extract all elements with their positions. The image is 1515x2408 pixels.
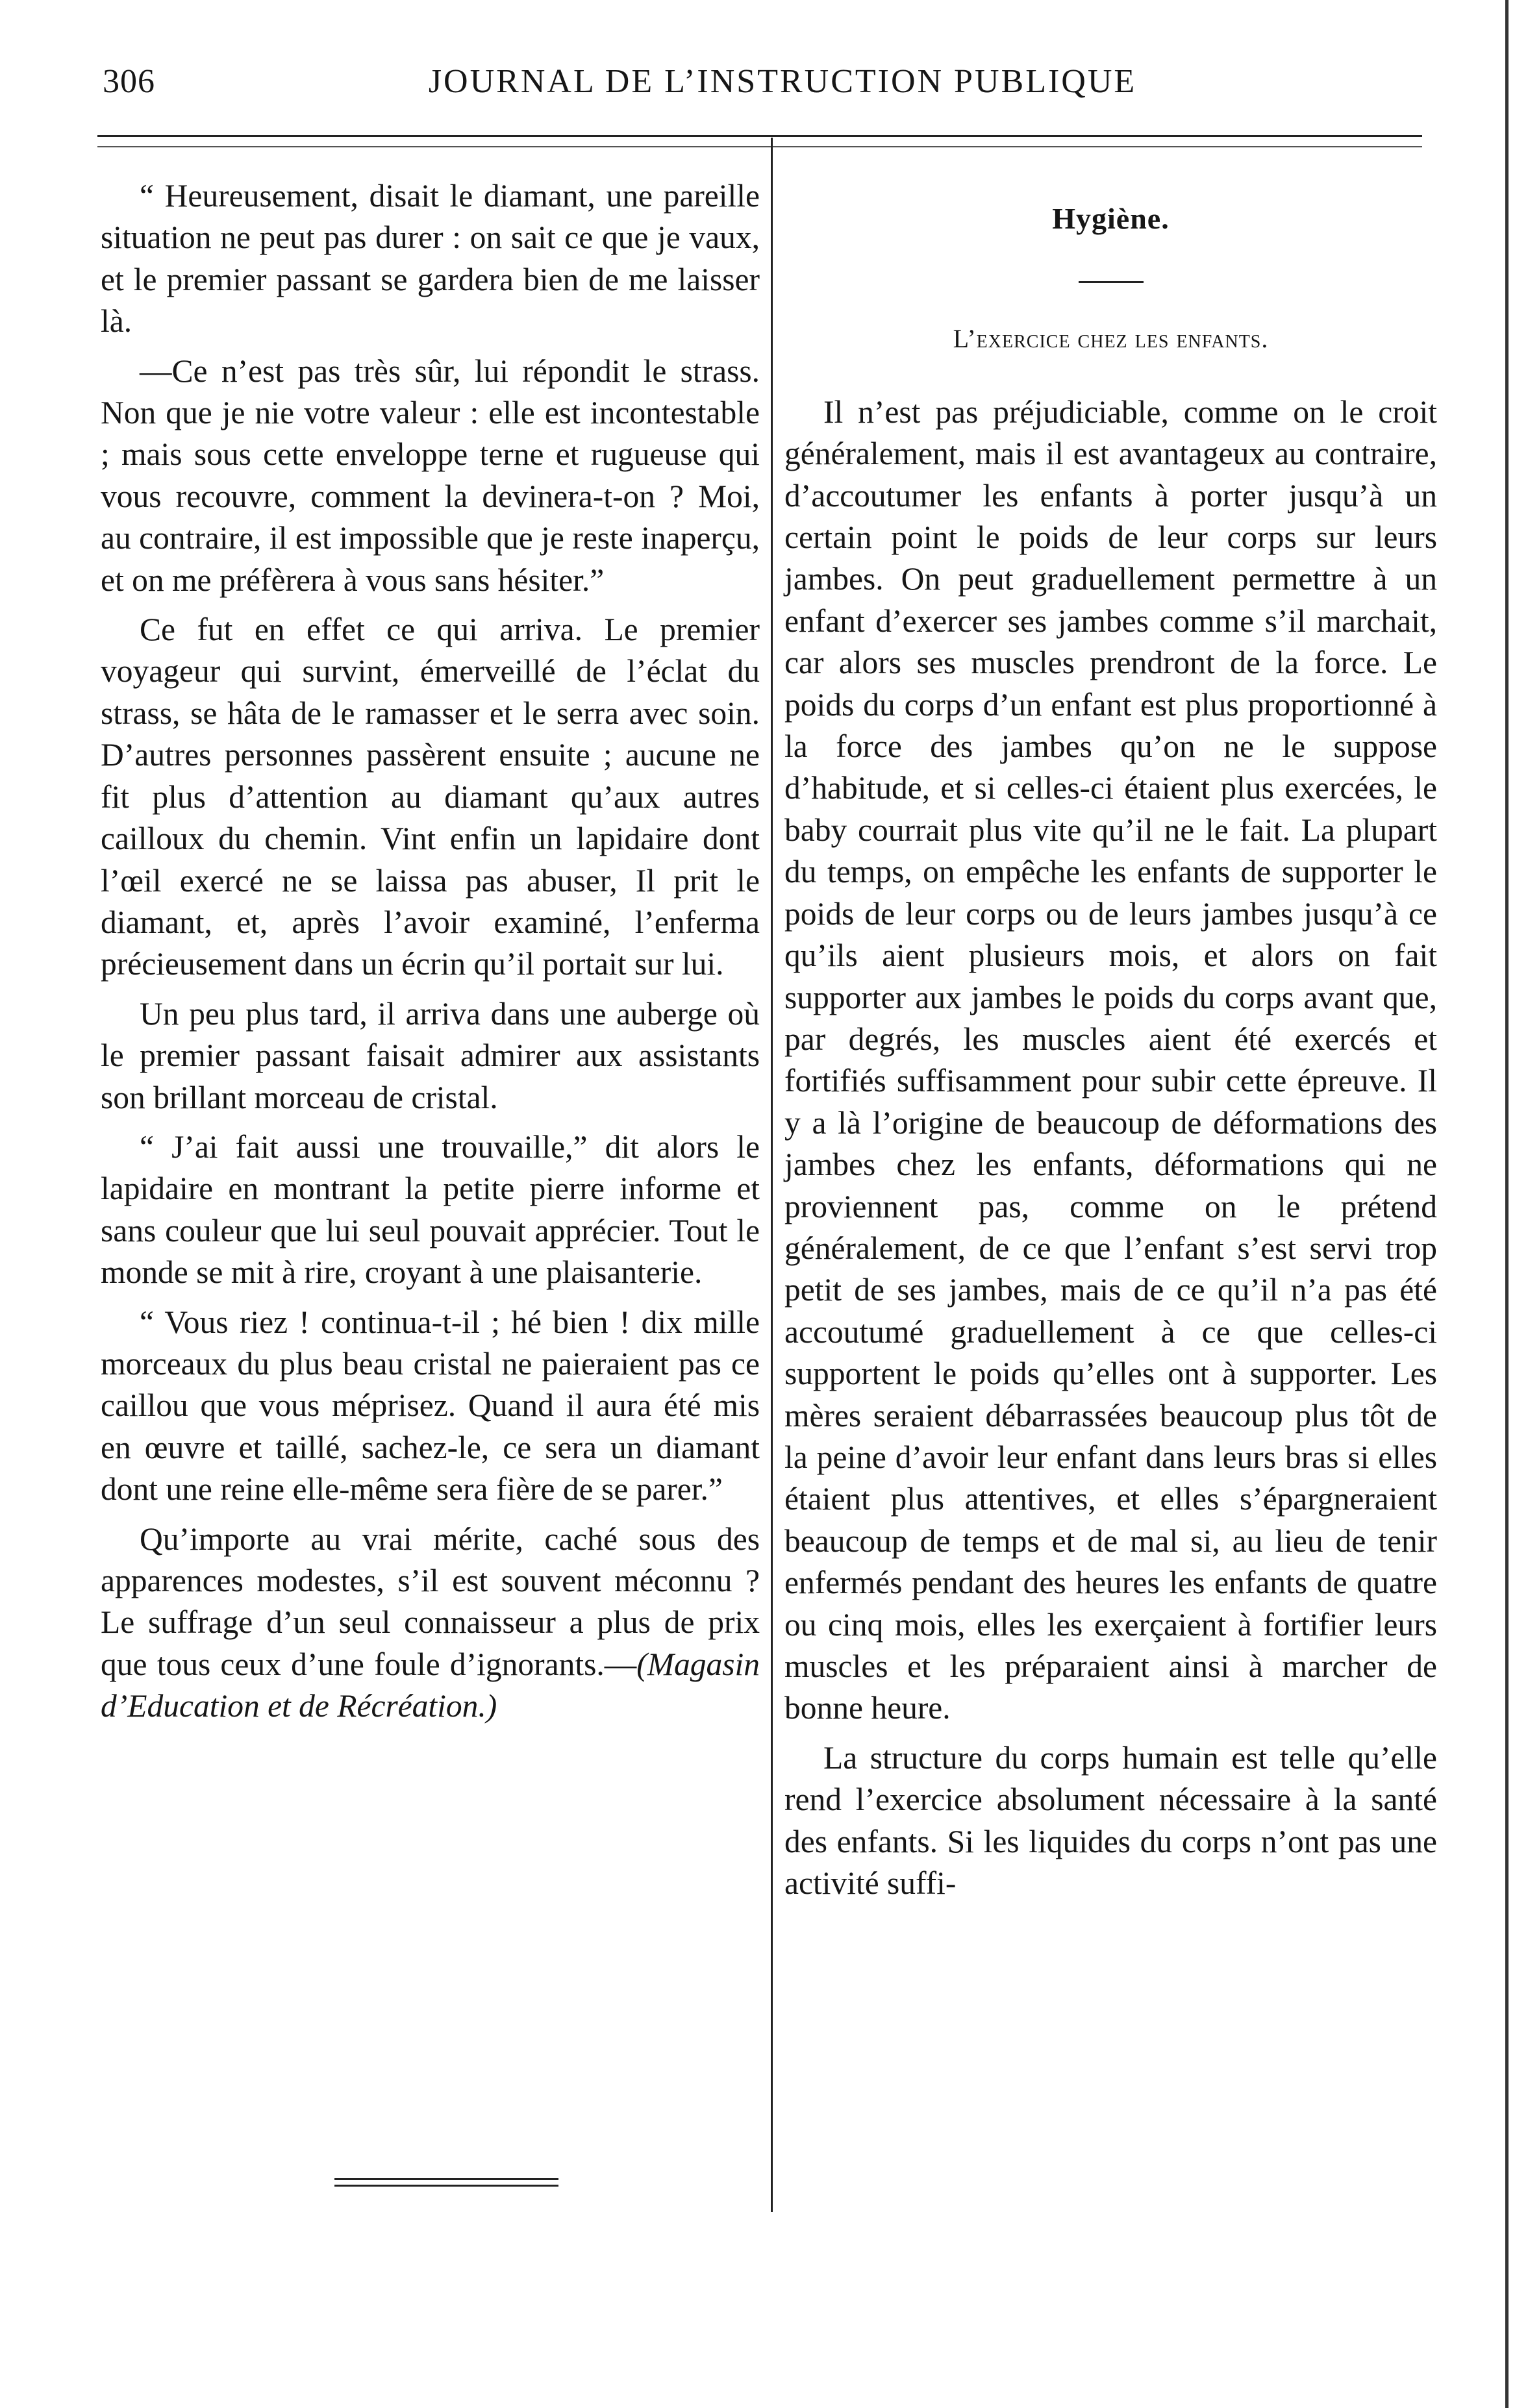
paragraph: —Ce n’est pas très sûr, lui répondit le strass. Non que je nie votre valeur : elle est incontestable ; mais sous cette enveloppe terne et rugueuse qui vous recouvre, comment la devinera-t-on ? Moi, au contraire, il est impossible que je reste inaperçu, et on me préfèrera à vous sans hésiter.”: [101, 353, 760, 598]
paragraph: Ce fut en effet ce qui arriva. Le premier voyageur qui survint, émerveillé de l’éclat du strass, se hâta de le ramasser et le serra avec soin. D’autres personnes passèrent ensuite ; aucune ne fit plus d’attention au diamant qu’aux autres cailloux du chemin. Vint enfin un lapidaire dont l’œil exercé ne se laissa pas abuser, Il prit le diamant, et, après l’avoir examiné, l’enferma précieusement dans un écrin qu’il portait sur lui.: [101, 612, 760, 982]
paragraph: Il n’est pas préjudiciable, comme on le croit généralement, mais il est avantageux au contraire, d’accoutumer les enfants à porter jusqu’à un certain point le poids de leur corps sur leurs jambes. On peut graduellement permettre à un enfant d’exercer ses jambes comme s’il marchait, car alors ses muscles prendront de la force. Le poids du corps d’un enfant est plus proportionné à la force des jambes qu’on ne le suppose d’habitude, et si celles-ci étaient plus exercées, le baby courrait plus vite qu’il ne le fait. La plupart du temps, on empêche les enfants de supporter le poids de leur corps ou de leurs jambes jusqu’à ce qu’ils aient plusieurs mois, et alors on fait supporter aux jambes le poids du corps avant que, par degrés, les muscles aient été exercés et fortifiés suffisamment pour subir cette épreuve. Il y a là l’origine de beaucoup de déformations des jambes chez les enfants, déformations qui ne proviennent pas, comme on le prétend généralement, de ce que l’enfant s’est servi trop petit de ses jambes, mais de ce qu’il n’a pas été accoutumé graduellement à ce que celles-ci supportent le poids qu’elles ont à supporter. Les mères seraient débarrassées beaucoup plus tôt de la peine d’avoir leur enfant dans leurs bras si elles étaient plus attentives, et elles s’épargneraient beaucoup de temps et de mal si, au lieu de tenir enfermés pendant des heures les enfants de quatre ou cinq mois, elles les exerçaient à fortifier leurs muscles et les préparaient ainsi à marcher de bonne heure.: [784, 393, 1437, 1726]
closing-paragraph: [101, 1519, 760, 1728]
section-subtitle: L’exercice chez les enfants.: [953, 324, 1269, 354]
paragraph-text: Qu’importe au vrai mérite, caché sous des apparences modestes, s’il est souvent méconnu ? Le suffrage d’un seul connaisseur a plus de prix que tous ceux d’une foule d’ignorants.—: [101, 1521, 760, 1682]
header-rule: [97, 135, 1422, 137]
section-title: Hygiène.: [1052, 202, 1170, 235]
paragraph: “ J’ai fait aussi une trouvaille,” dit alors le lapidaire en montrant la petite pierre informe et sans couleur que lui seul pouvait apprécier. Tout le monde se mit à rire, croyant à une plaisanterie.: [101, 1128, 760, 1291]
right-column: [784, 192, 1437, 1912]
page-edge-mark: [1505, 0, 1509, 2408]
section-rule: [1079, 281, 1144, 283]
paragraph: “ Vous riez ! continua-t-il ; hé bien ! dix mille morceaux du plus beau cristal ne paieraient pas ce caillou que vous méprisez. Quand il aura été mis en œuvre et taillé, sachez-le, ce sera un diamant dont une reine elle-même sera fière de se parer.”: [101, 1304, 760, 1508]
paragraph: La structure du corps humain est telle qu’elle rend l’exercice absolument nécessaire à la santé des enfants. Si les liquides du corps n’ont pas une activité suffi-: [784, 1739, 1437, 1902]
paragraph: “ Heureusement, disait le diamant, une pareille situation ne peut pas durer : on sait ce que je vaux, et le premier passant se gardera bien de me laisser là.: [101, 178, 760, 340]
left-column: [101, 175, 760, 1735]
paragraph: Un peu plus tard, il arriva dans une auberge où le premier passant faisait admirer aux assistants son brillant morceau de cristal.: [101, 995, 760, 1115]
column-divider: [771, 138, 773, 2212]
page-number: 306: [103, 63, 155, 100]
end-rule-secondary: [334, 2185, 558, 2187]
header-rule-secondary: [97, 146, 1422, 147]
source-citation: (Magasin d’Education et de Récréation.): [101, 1646, 760, 1724]
journal-title: JOURNAL DE L’INSTRUCTION PUBLIQUE: [428, 63, 1137, 100]
end-rule: [334, 2178, 558, 2180]
